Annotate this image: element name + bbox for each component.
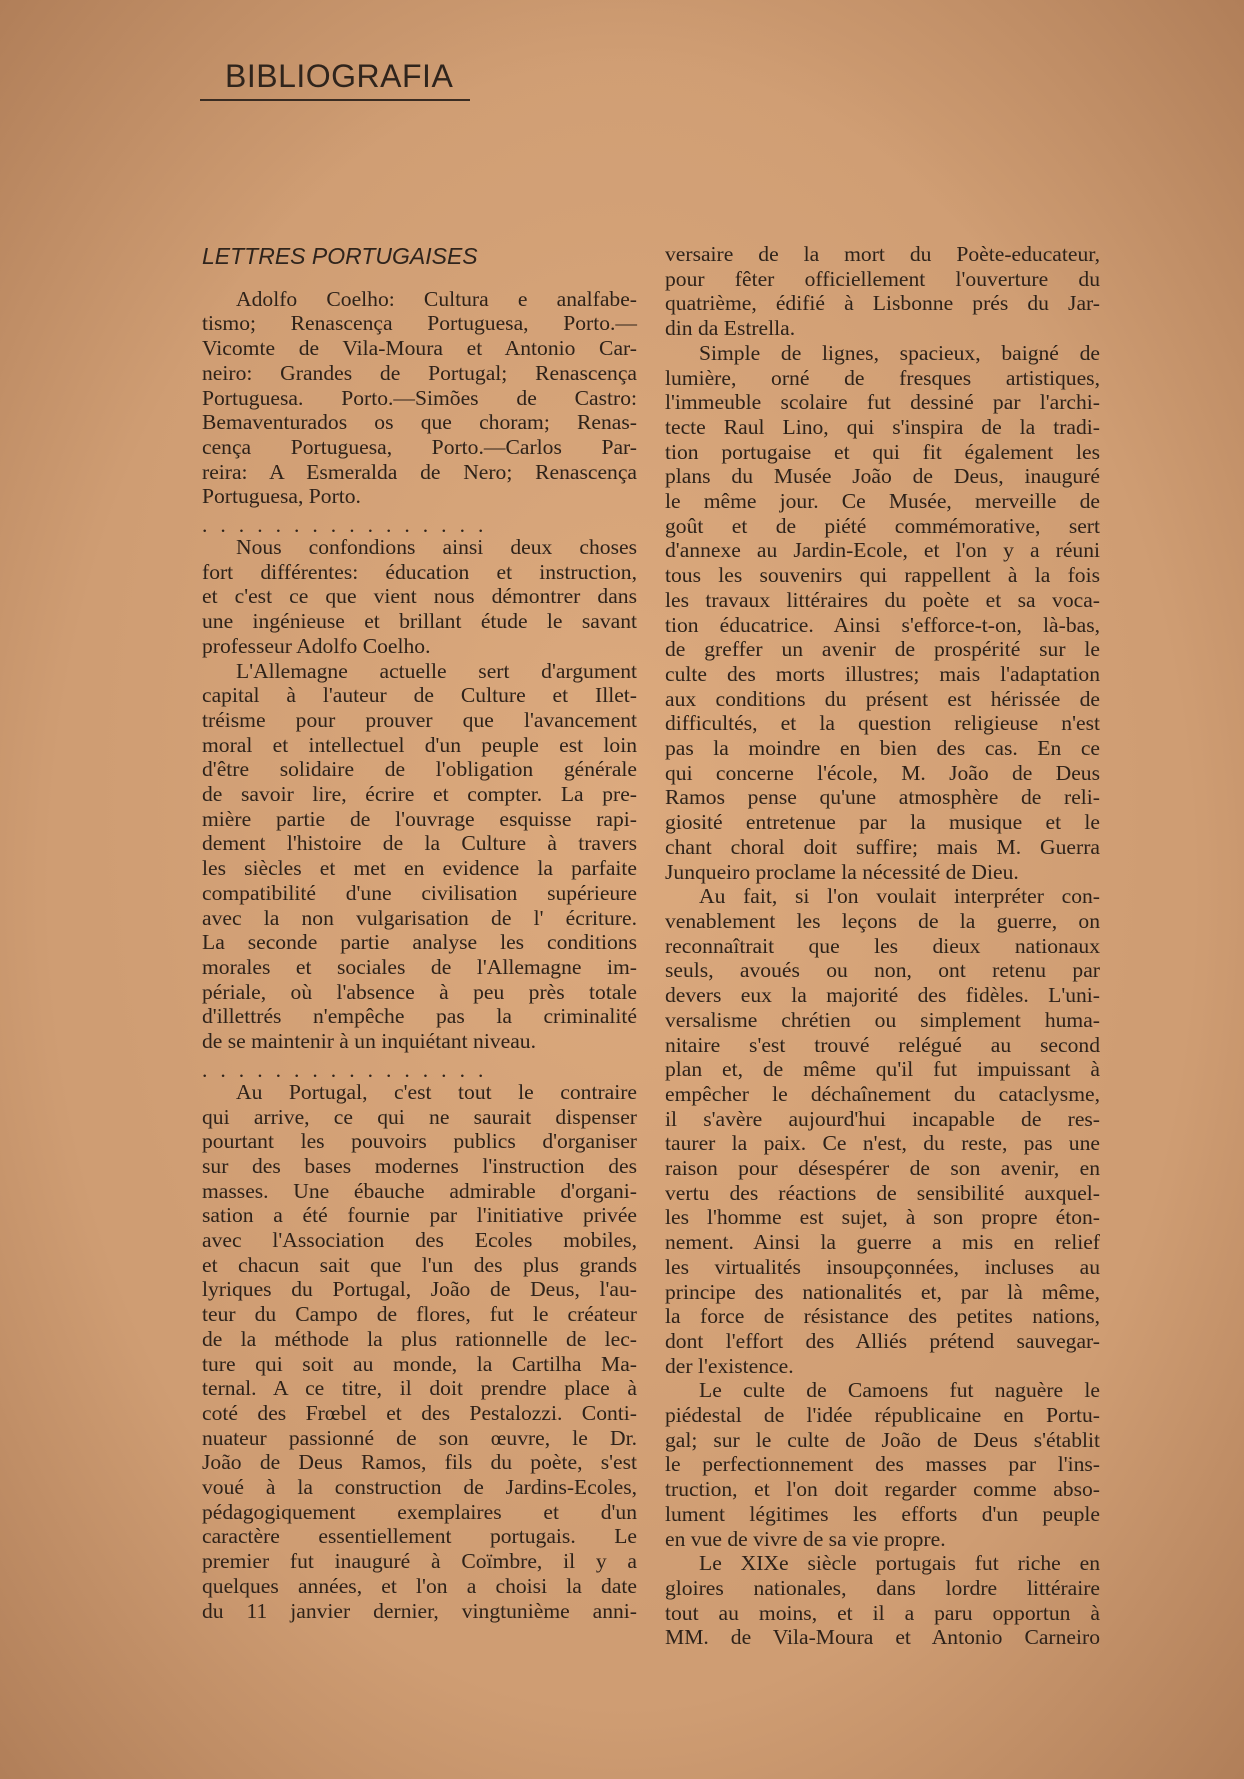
- references-block: [202, 287, 637, 509]
- text-line: capital à l'auteur de Culture et Illet-: [202, 683, 637, 708]
- text-line: empêcher le déchaînement du cataclysme,: [665, 1081, 1100, 1106]
- text-line: quatrième, édifié à Lisbonne prés du Jar-: [665, 291, 1100, 316]
- text-line: pourtant les pouvoirs publics d'organiser: [202, 1129, 637, 1154]
- text-line: ture qui soit au monde, la Cartilha Ma-: [202, 1351, 637, 1376]
- text-line: cença Portuguesa, Porto.—Carlos Par-: [202, 434, 637, 459]
- text-line: pas la moindre en bien des cas. En ce: [665, 736, 1100, 761]
- text-line: tous les souvenirs qui rappellent à la fois: [665, 563, 1100, 588]
- text-line: João de Deus Ramos, fils du poète, s'est: [202, 1450, 637, 1475]
- text-line: Vicomte de Vila-Moura et Antonio Car-: [202, 336, 637, 361]
- paragraph: [665, 1378, 1100, 1551]
- text-line: pédagogiquement exemplaires et d'un: [202, 1499, 637, 1524]
- text-line: taurer la paix. Ce n'est, du reste, pas une: [665, 1131, 1100, 1156]
- text-line: professeur Adolfo Coelho.: [202, 633, 431, 658]
- section-title: LETTRES PORTUGAISES: [202, 243, 478, 269]
- text-line: der l'existence.: [665, 1353, 794, 1378]
- text-line: le même jour. Ce Musée, merveille de: [665, 489, 1100, 514]
- text-line: masses. Une ébauche admirable d'organi-: [202, 1178, 637, 1203]
- paragraph: [665, 341, 1100, 884]
- text-line: gloires nationales, dans lordre littéraire: [665, 1575, 1100, 1600]
- text-line: et chacun sait que l'un des plus grands: [202, 1252, 637, 1277]
- text-line: en vue de vivre de sa vie propre.: [665, 1526, 946, 1551]
- text-line: la force de résistance des petites nations,: [665, 1304, 1100, 1329]
- text-line: reconnaîtrait que les dieux nationaux: [665, 933, 1100, 958]
- text-line: lument légitimes les efforts d'un peuple: [665, 1501, 1100, 1526]
- text-line: tecte Raul Lino, qui s'inspira de la tradi-: [665, 414, 1100, 439]
- text-line: plan et, de même qu'il fut impuissant à: [665, 1057, 1100, 1082]
- text-line: périale, où l'absence à peu près totale: [202, 979, 637, 1004]
- text-line: Adolfo Coelho: Cultura e analfabe-: [236, 286, 637, 311]
- text-line: fort différentes: éducation et instruction,: [202, 559, 637, 584]
- text-line: Au fait, si l'on voulait interpréter con-: [699, 884, 1100, 909]
- separator-dots: ................: [202, 1059, 497, 1080]
- text-line: ternal. A ce titre, il doit prendre place à: [202, 1376, 637, 1401]
- right-column: [665, 242, 1100, 1650]
- text-line: Portuguesa, Porto.: [202, 484, 361, 509]
- page-title: BIBLIOGRAFIA: [225, 58, 454, 94]
- text-line: venablement les leçons de la guerre, on: [665, 908, 1100, 933]
- text-line: avec l'Association des Ecoles mobiles,: [202, 1228, 637, 1253]
- text-line: din da Estrella.: [665, 316, 796, 341]
- text-line: chant choral doit suffire; mais M. Guerra: [665, 834, 1100, 859]
- text-line: d'illettrés n'empêche pas la criminalité: [202, 1004, 637, 1029]
- paragraph: [665, 884, 1100, 1378]
- text-line: d'être solidaire de l'obligation générale: [202, 757, 637, 782]
- text-line: lyriques du Portugal, João de Deus, l'au-: [202, 1277, 637, 1302]
- paragraph: [665, 1551, 1100, 1650]
- text-line: voué à la construction de Jardins-Ecoles,: [202, 1475, 637, 1500]
- paragraph: [202, 535, 637, 659]
- text-line: neiro: Grandes de Portugal; Renascença: [202, 360, 637, 385]
- text-line: sur des bases modernes l'instruction des: [202, 1153, 637, 1178]
- text-line: teur du Campo de flores, fut le créateur: [202, 1302, 637, 1327]
- title-underline: [200, 99, 470, 101]
- text-line: les l'homme est sujet, à son propre éton-: [665, 1205, 1100, 1230]
- paragraph: [202, 1080, 637, 1623]
- text-line: Le culte de Camoens fut naguère le: [699, 1378, 1100, 1403]
- text-line: d'annexe au Jardin-Ecole, et l'on y a réuni: [665, 538, 1100, 563]
- text-line: La seconde partie analyse les conditions: [202, 930, 637, 955]
- text-line: pour fêter officiellement l'ouverture du: [665, 266, 1100, 291]
- text-line: de la méthode la plus rationnelle de lec-: [202, 1326, 637, 1351]
- text-line: une ingénieuse et brillant étude le savant: [202, 609, 637, 634]
- page-header: [200, 58, 470, 101]
- text-line: sation a été fournie par l'initiative privée: [202, 1203, 637, 1228]
- text-line: de se maintenir à un inquiétant niveau.: [202, 1029, 536, 1054]
- text-line: compatibilité d'une civilisation supérieure: [202, 880, 637, 905]
- text-line: nitaire s'est trouvé relégué au second: [665, 1032, 1100, 1057]
- text-line: Ramos pense qu'une atmosphère de reli-: [665, 785, 1100, 810]
- text-line: Portuguesa. Porto.—Simões de Castro:: [202, 385, 637, 410]
- text-line: lumière, orné de fresques artistiques,: [665, 365, 1100, 390]
- text-line: tismo; Renascença Portuguesa, Porto.—: [202, 311, 637, 336]
- text-line: Bemaventurados os que choram; Renas-: [202, 410, 637, 435]
- paragraph: [202, 659, 637, 1054]
- text-line: Au Portugal, c'est tout le contraire: [236, 1079, 637, 1104]
- text-line: devers eux la majorité des fidèles. L'uni-: [665, 983, 1100, 1008]
- text-line: dement l'histoire de la Culture à travers: [202, 831, 637, 856]
- text-line: il s'avère aujourd'hui incapable de res-: [665, 1106, 1100, 1131]
- text-line: tout au moins, et il a paru opportun à: [665, 1600, 1100, 1625]
- text-line: plans du Musée João de Deus, inauguré: [665, 464, 1100, 489]
- text-line: les virtualités insoupçonnées, incluses au: [665, 1254, 1100, 1279]
- text-line: moral et intellectuel d'un peuple est loin: [202, 732, 637, 757]
- text-line: piédestal de l'idée républicaine en Portu-: [665, 1403, 1100, 1428]
- text-line: tréisme pour prouver que l'avancement: [202, 707, 637, 732]
- text-line: Nous confondions ainsi deux choses: [236, 535, 637, 560]
- text-line: giosité entretenue par la musique et le: [665, 810, 1100, 835]
- text-line: de savoir lire, écrire et compter. La pre-: [202, 782, 637, 807]
- text-line: tion éducatrice. Ainsi s'efforce-t-on, là-bas,: [665, 612, 1100, 637]
- text-line: de greffer un avenir de prospérité sur le: [665, 637, 1100, 662]
- paragraph: [665, 242, 1100, 341]
- text-line: les travaux littéraires du poète et sa voca-: [665, 587, 1100, 612]
- text-line: et c'est ce que vient nous démontrer dans: [202, 584, 637, 609]
- text-line: versalisme chrétien ou simplement huma-: [665, 1007, 1100, 1032]
- text-line: nement. Ainsi la guerre a mis en relief: [665, 1230, 1100, 1255]
- text-line: principe des nationalités et, par là même,: [665, 1279, 1100, 1304]
- text-line: tion portugaise et qui fit également les: [665, 439, 1100, 464]
- text-line: caractère essentiellement portugais. Le: [202, 1524, 637, 1549]
- text-line: l'immeuble scolaire fut dessiné par l'archi-: [665, 390, 1100, 415]
- text-line: difficultés, et la question religieuse n'est: [665, 711, 1100, 736]
- text-line: MM. de Vila-Moura et Antonio Carneiro: [665, 1625, 1100, 1650]
- separator-dots: ................: [202, 515, 497, 536]
- text-line: L'Allemagne actuelle sert d'argument: [236, 658, 637, 683]
- text-line: dont l'effort des Alliés prétend sauvegar-: [665, 1328, 1100, 1353]
- text-line: truction, et l'on doit regarder comme abso-: [665, 1477, 1100, 1502]
- text-line: versaire de la mort du Poète-educateur,: [665, 242, 1100, 266]
- text-line: mière partie de l'ouvrage esquisse rapi-: [202, 806, 637, 831]
- text-line: Le XIXe siècle portugais fut riche en: [699, 1551, 1100, 1576]
- text-line: vertu des réactions de sensibilité auxquel-: [665, 1180, 1100, 1205]
- text-line: aux conditions du présent est hérissée de: [665, 686, 1100, 711]
- text-line: raison pour désespérer de son avenir, en: [665, 1156, 1100, 1181]
- text-line: Junqueiro proclame la nécessité de Dieu.: [665, 859, 1019, 884]
- text-line: qui arrive, ce qui ne saurait dispenser: [202, 1104, 637, 1129]
- text-line: morales et sociales de l'Allemagne im-: [202, 954, 637, 979]
- text-line: goût et de piété commémorative, sert: [665, 513, 1100, 538]
- text-line: avec la non vulgarisation de l' écriture.: [202, 905, 637, 930]
- text-line: quelques années, et l'on a choisi la date: [202, 1573, 637, 1598]
- left-column: [202, 244, 637, 1623]
- text-line: Simple de lignes, spacieux, baigné de: [699, 340, 1100, 365]
- text-line: gal; sur le culte de João de Deus s'établit: [665, 1427, 1100, 1452]
- text-line: coté des Frœbel et des Pestalozzi. Conti-: [202, 1400, 637, 1425]
- text-line: nuateur passionné de son œuvre, le Dr.: [202, 1425, 637, 1450]
- text-line: du 11 janvier dernier, vingtunième anni-: [202, 1598, 637, 1623]
- text-line: seuls, avoués ou non, ont retenu par: [665, 958, 1100, 983]
- text-line: les siècles et met en evidence la parfaite: [202, 856, 637, 881]
- text-line: culte des morts illustres; mais l'adaptation: [665, 661, 1100, 686]
- text-line: premier fut inauguré à Coïmbre, il y a: [202, 1549, 637, 1574]
- text-line: reira: A Esmeralda de Nero; Renascença: [202, 459, 637, 484]
- text-line: le perfectionnement des masses par l'ins-: [665, 1452, 1100, 1477]
- text-line: qui concerne l'école, M. João de Deus: [665, 760, 1100, 785]
